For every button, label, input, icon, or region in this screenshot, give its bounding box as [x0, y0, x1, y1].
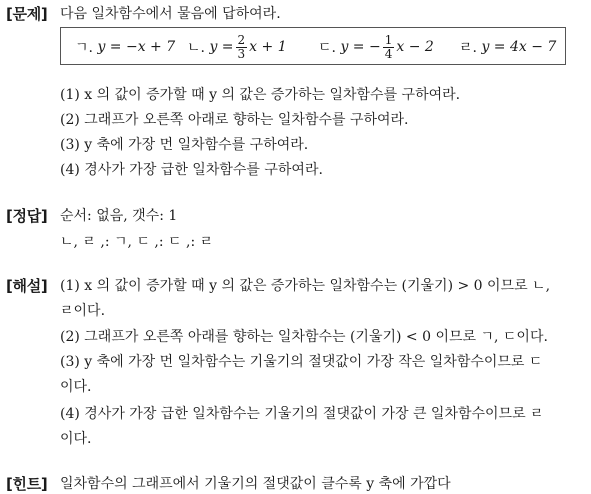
function-expr: y = 4x − 7	[481, 39, 557, 55]
explanation-line: (1) x 의 값이 증가할 때 y 의 값은 증가하는 일차함수는 (기울기) > 0 이므로 ㄴ,	[60, 278, 551, 294]
problem-tag: [문제]	[6, 5, 48, 23]
explanation-tag: [해설]	[6, 277, 48, 295]
explanation-line: 이다.	[60, 379, 92, 395]
function-box	[60, 27, 566, 65]
question-4: (4) 경사가 가장 급한 일차함수를 구하여라.	[60, 162, 323, 178]
hint-text: 일차함수의 그래프에서 기울기의 절댓값이 클수록 y 축에 가깝다	[60, 476, 451, 492]
function-expr: y = −x + 7	[97, 39, 176, 55]
fraction	[383, 34, 395, 61]
function-a	[75, 28, 175, 66]
function-label: ㄱ.	[75, 40, 93, 56]
explanation-line: (3) y 축에 가장 먼 일차함수는 기울기의 절댓값이 가장 작은 일차함수이므로 ㄷ	[60, 354, 543, 370]
function-expr: y =	[209, 39, 234, 55]
function-label: ㄴ.	[187, 40, 205, 56]
function-b	[187, 28, 287, 66]
fraction	[236, 34, 248, 61]
hint-tag: [힌트]	[6, 475, 48, 493]
explanation-line: (4) 경사가 가장 급한 일차함수는 기울기의 절댓값이 가장 큰 일차함수이므로 ㄹ	[60, 406, 544, 422]
function-label: ㄹ.	[459, 40, 477, 56]
function-c	[318, 28, 434, 66]
question-1: (1) x 의 값이 증가할 때 y 의 값은 증가하는 일차함수를 구하여라.	[60, 87, 461, 103]
fraction-denominator: 4	[384, 46, 393, 61]
problem-prompt: 다음 일차함수에서 물음에 답하여라.	[60, 6, 281, 22]
explanation-line: (2) 그래프가 오른쪽 아래를 향하는 일차함수는 (기울기) < 0 이므로 ㄱ, ㄷ이다.	[60, 329, 548, 345]
explanation-line: ㄹ이다.	[60, 303, 106, 319]
function-expr: y = −	[340, 39, 381, 55]
question-3: (3) y 축에 가장 먼 일차함수를 구하여라.	[60, 137, 309, 153]
fraction-numerator: 2	[237, 32, 246, 47]
question-2: (2) 그래프가 오른쪽 아래로 향하는 일차함수를 구하여라.	[60, 112, 409, 128]
function-expr-tail: x − 2	[396, 39, 434, 55]
answer-value: ㄴ, ㄹ ,: ㄱ, ㄷ ,: ㄷ ,: ㄹ	[60, 234, 214, 250]
fraction-denominator: 3	[237, 46, 246, 61]
answer-tag: [정답]	[6, 207, 48, 225]
function-label: ㄷ.	[318, 40, 336, 56]
explanation-line: 이다.	[60, 431, 92, 447]
fraction-numerator: 1	[384, 32, 393, 47]
function-d	[459, 28, 556, 66]
function-expr-tail: x + 1	[249, 39, 287, 55]
answer-meta: 순서: 없음, 갯수: 1	[60, 208, 178, 224]
